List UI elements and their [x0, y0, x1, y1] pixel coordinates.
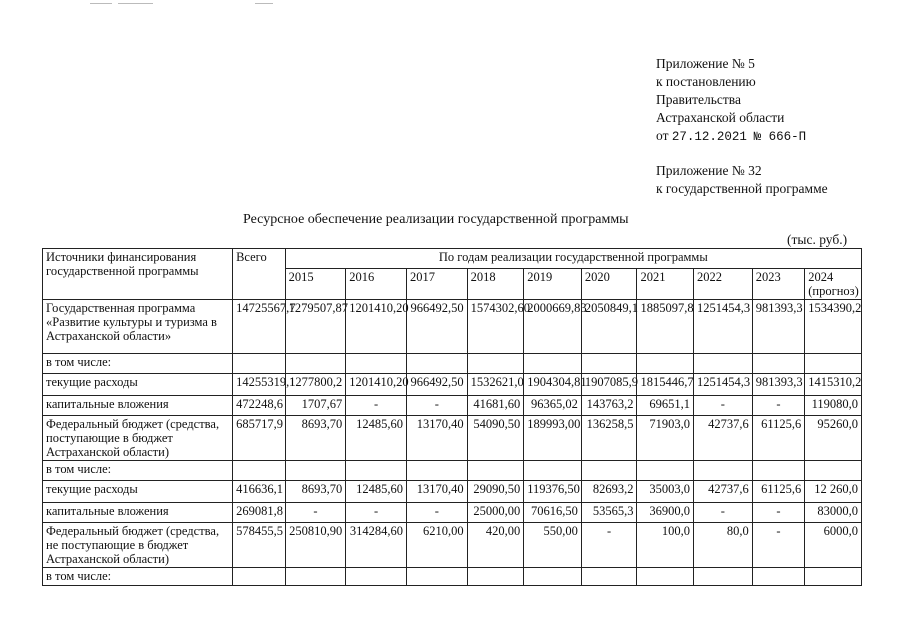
year-value-cell: 119376,50 [524, 481, 582, 503]
year-value-cell: - [752, 503, 805, 523]
year-value-cell: 1534390,2 [805, 300, 862, 354]
year-value-cell: 1277800,2 [285, 374, 346, 396]
year-value-cell [694, 461, 753, 481]
year-value-cell: 83000,0 [805, 503, 862, 523]
year-value-cell: 36900,0 [637, 503, 694, 523]
year-value-cell [694, 568, 753, 586]
year-value-cell: 1904304,81 [524, 374, 582, 396]
year-value-cell: - [406, 396, 467, 416]
year-header: 2022 [694, 269, 753, 300]
year-value-cell: - [406, 503, 467, 523]
total-cell [233, 354, 286, 374]
year-value-cell: 250810,90 [285, 523, 346, 568]
year-value-cell: - [752, 523, 805, 568]
annex2-line: Приложение № 32 [656, 163, 762, 178]
year-value-cell: - [285, 503, 346, 523]
year-value-cell: 61125,6 [752, 481, 805, 503]
year-value-cell [581, 461, 637, 481]
table-row [43, 396, 862, 416]
year-value-cell: 6210,00 [406, 523, 467, 568]
year-value-cell: 25000,00 [467, 503, 524, 523]
year-header: 2015 [285, 269, 346, 300]
year-value-cell [581, 354, 637, 374]
year-header: 2019 [524, 269, 582, 300]
year-value-cell [752, 568, 805, 586]
year-value-cell [637, 568, 694, 586]
table-row [43, 523, 862, 568]
year-value-cell: 2050849,1 [581, 300, 637, 354]
year-value-cell: 70616,50 [524, 503, 582, 523]
total-cell: 14255319,1 [233, 374, 286, 396]
year-value-cell [805, 461, 862, 481]
table-row [43, 481, 862, 503]
year-value-cell [524, 354, 582, 374]
year-value-cell [467, 568, 524, 586]
table-row [43, 416, 862, 461]
year-value-cell [637, 354, 694, 374]
year-value-cell: 42737,6 [694, 481, 753, 503]
year-value-cell: 966492,50 [406, 374, 467, 396]
year-value-cell [752, 461, 805, 481]
annex2-line: к государственной программе [656, 181, 828, 196]
year-header: 2018 [467, 269, 524, 300]
year-value-cell: 53565,3 [581, 503, 637, 523]
total-cell: 578455,5 [233, 523, 286, 568]
table-row [43, 503, 862, 523]
year-value-cell: 96365,02 [524, 396, 582, 416]
document-title: Ресурсное обеспечение реализации государственной программы [243, 212, 629, 227]
row-label: в том числе: [43, 354, 233, 374]
annex2-block [656, 162, 828, 198]
row-label: Государственная программа «Развитие культуры и туризма в Астраханской области» [43, 300, 233, 354]
year-value-cell: 13170,40 [406, 416, 467, 461]
year-value-cell [346, 461, 407, 481]
year-value-cell [346, 354, 407, 374]
year-value-cell [467, 354, 524, 374]
annex-date: 27.12.2021 [671, 130, 747, 144]
year-value-cell [752, 354, 805, 374]
year-header: 2024 (прогноз) [805, 269, 862, 300]
year-header: 2016 [346, 269, 407, 300]
year-value-cell: 1815446,7 [637, 374, 694, 396]
year-value-cell [524, 461, 582, 481]
year-value-cell: 1201410,20 [346, 374, 407, 396]
table-row [43, 374, 862, 396]
total-cell: 416636,1 [233, 481, 286, 503]
year-value-cell: 54090,50 [467, 416, 524, 461]
year-value-cell: - [694, 396, 753, 416]
year-value-cell: 35003,0 [637, 481, 694, 503]
year-value-cell: 550,00 [524, 523, 582, 568]
header-total: Всего [233, 249, 286, 300]
row-label: Федеральный бюджет (средства, поступающие в бюджет Астраханской области) [43, 416, 233, 461]
year-value-cell: 29090,50 [467, 481, 524, 503]
year-value-cell: 119080,0 [805, 396, 862, 416]
header-source: Источники финансирования государственной программы [43, 249, 233, 300]
table-row [43, 354, 862, 374]
year-value-cell: 1279507,87 [285, 300, 346, 354]
year-value-cell: 80,0 [694, 523, 753, 568]
year-value-cell: - [346, 503, 407, 523]
annex-line: Приложение № 5 [656, 56, 755, 71]
year-value-cell [524, 568, 582, 586]
total-cell [233, 568, 286, 586]
year-value-cell: 1707,67 [285, 396, 346, 416]
annex-line: Правительства [656, 92, 741, 107]
scan-mark [255, 3, 273, 4]
year-value-cell: 420,00 [467, 523, 524, 568]
year-value-cell: - [694, 503, 753, 523]
year-value-cell: 1885097,8 [637, 300, 694, 354]
annex-date-prefix: от [656, 128, 669, 143]
total-cell: 685717,9 [233, 416, 286, 461]
annex-block [656, 55, 806, 146]
year-value-cell: 95260,0 [805, 416, 862, 461]
year-value-cell: 12485,60 [346, 416, 407, 461]
scan-mark [118, 3, 153, 4]
year-value-cell: 8693,70 [285, 416, 346, 461]
year-value-cell: 143763,2 [581, 396, 637, 416]
year-value-cell: - [752, 396, 805, 416]
year-value-cell: 981393,3 [752, 374, 805, 396]
year-value-cell: 42737,6 [694, 416, 753, 461]
year-header: 2023 [752, 269, 805, 300]
year-value-cell [406, 568, 467, 586]
year-value-cell: 6000,0 [805, 523, 862, 568]
year-value-cell [637, 461, 694, 481]
year-value-cell: - [346, 396, 407, 416]
annex-date-line [656, 127, 806, 146]
year-value-cell: 71903,0 [637, 416, 694, 461]
row-label: в том числе: [43, 568, 233, 586]
year-value-cell [406, 354, 467, 374]
year-value-cell [805, 354, 862, 374]
year-header: 2020 [581, 269, 637, 300]
row-label: в том числе: [43, 461, 233, 481]
year-value-cell: 2000669,83 [524, 300, 582, 354]
year-value-cell: 41681,60 [467, 396, 524, 416]
year-header: 2017 [406, 269, 467, 300]
year-value-cell: 1415310,2 [805, 374, 862, 396]
year-value-cell: 13170,40 [406, 481, 467, 503]
row-label: текущие расходы [43, 481, 233, 503]
total-cell [233, 461, 286, 481]
year-value-cell [805, 568, 862, 586]
year-value-cell: 69651,1 [637, 396, 694, 416]
unit-label: (тыс. руб.) [787, 232, 848, 247]
annex-line: Астраханской области [656, 110, 785, 125]
year-value-cell: 12 260,0 [805, 481, 862, 503]
year-value-cell [285, 568, 346, 586]
year-value-cell: 1201410,20 [346, 300, 407, 354]
annex-line: к постановлению [656, 74, 756, 89]
year-value-cell [581, 568, 637, 586]
row-label: Федеральный бюджет (средства, не поступающие в бюджет Астраханской области) [43, 523, 233, 568]
total-cell: 269081,8 [233, 503, 286, 523]
year-value-cell: 314284,60 [346, 523, 407, 568]
year-value-cell: 1574302,60 [467, 300, 524, 354]
year-value-cell: - [581, 523, 637, 568]
year-value-cell: 12485,60 [346, 481, 407, 503]
year-header: 2021 [637, 269, 694, 300]
year-value-cell [406, 461, 467, 481]
header-years-group: По годам реализации государственной программы [285, 249, 861, 269]
year-value-cell: 100,0 [637, 523, 694, 568]
row-label: капитальные вложения [43, 396, 233, 416]
year-value-cell [285, 354, 346, 374]
year-value-cell: 981393,3 [752, 300, 805, 354]
table-row [43, 568, 862, 586]
year-value-cell: 1532621,0 [467, 374, 524, 396]
year-value-cell [694, 354, 753, 374]
total-cell: 14725567,7 [233, 300, 286, 354]
header-row [43, 249, 862, 269]
year-value-cell: 1251454,3 [694, 300, 753, 354]
year-value-cell [467, 461, 524, 481]
row-label: капитальные вложения [43, 503, 233, 523]
resource-table [42, 248, 862, 586]
year-value-cell: 136258,5 [581, 416, 637, 461]
year-value-cell [346, 568, 407, 586]
year-value-cell: 1251454,3 [694, 374, 753, 396]
year-value-cell: 8693,70 [285, 481, 346, 503]
table-row [43, 461, 862, 481]
year-value-cell: 82693,2 [581, 481, 637, 503]
year-value-cell: 61125,6 [752, 416, 805, 461]
annex-number: № 666-П [753, 130, 807, 144]
year-value-cell: 189993,00 [524, 416, 582, 461]
table-row [43, 300, 862, 354]
year-value-cell: 966492,50 [406, 300, 467, 354]
year-value-cell [285, 461, 346, 481]
total-cell: 472248,6 [233, 396, 286, 416]
row-label: текущие расходы [43, 374, 233, 396]
year-value-cell: 1907085,9 [581, 374, 637, 396]
scan-mark [90, 3, 112, 4]
